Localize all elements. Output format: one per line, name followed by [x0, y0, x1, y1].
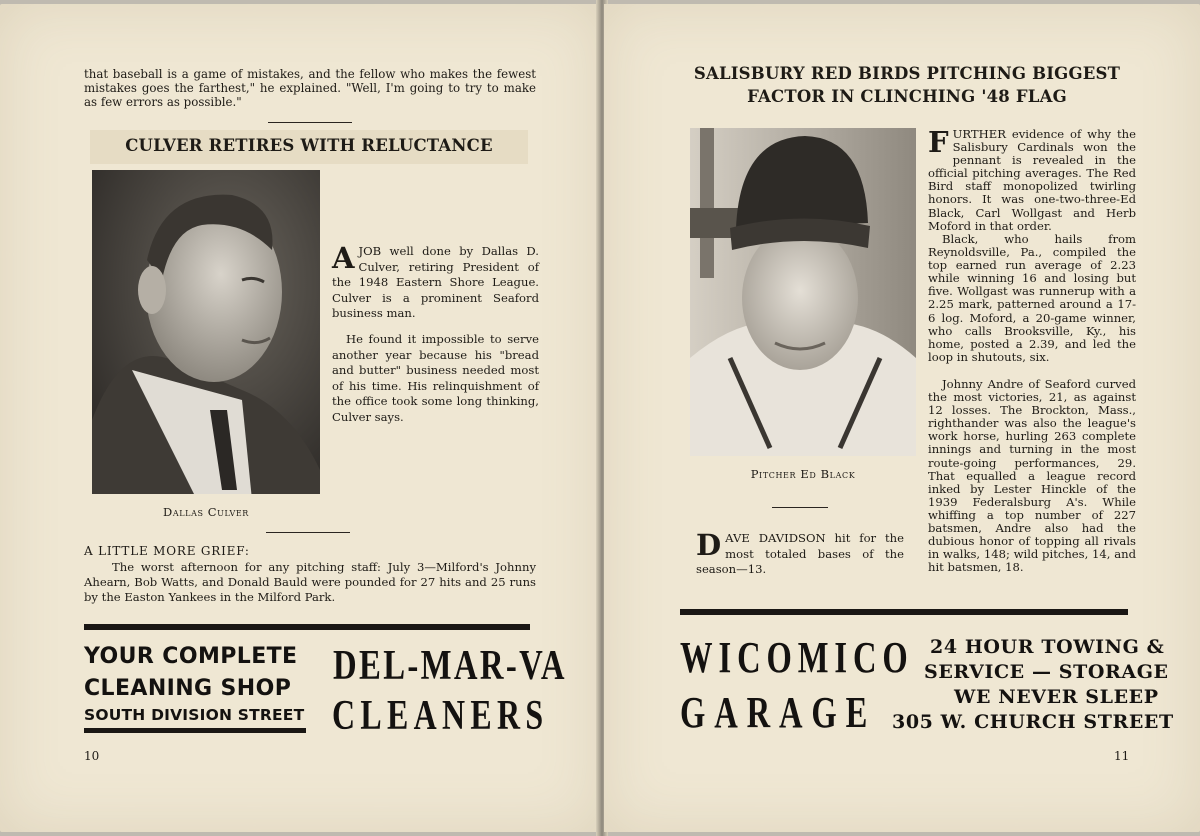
ad-line-complete: YOUR COMPLETE	[84, 644, 298, 669]
page-number-left: 10	[84, 749, 100, 763]
ad-brand-cleaners: CLEANERS	[332, 693, 549, 739]
culver-photo	[92, 170, 320, 494]
redbirds-article	[928, 125, 1136, 233]
intro-paragraph: that baseball is a game of mistakes, and the fellow who makes the fewest mistakes goes the farthest," he explained. "Well, I'm going to try to make as few errors as possible."	[84, 67, 536, 109]
redbirds-article-p3: Johnny Andre of Seaford curved the most victories, 21, as against 12 losses. The Brockton, Mass., righthander was also the league's work horse, hurling 263 complete innings and turning in the most route-going performances, 29. That equalled a league record inked by Lester Hinckle of the 1939 Federalsburg A's. While whiffing a top number of 227 batsmen, Andre also had the dubious honor of topping all rivals in walks, 148; wild pitches, 14, and hit batsmen, 18.	[928, 377, 1136, 575]
ad-line-street: SOUTH DIVISION STREET	[84, 706, 305, 724]
ad-top-rule	[84, 624, 530, 630]
culver-article-p2: He found it impossible to serve another year because his "bread and butter" business needed most of his time. His relinquishment of the office took some long thinking, Culver says.	[332, 332, 539, 424]
ad-line-cleaning-shop: CLEANING SHOP	[84, 676, 292, 701]
redbirds-article-p2: Black, who hails from Reynoldsville, Pa., compiled the top earned run average of 2.23 while winning 16 and losing but five. Wollgast was runnerup with a 2.25 mark, patterned around a 17-6 log. Moford, a 20-game winner, who calls Brooksville, Ky., his home, posted a 2.39, and led the loop in shutouts, six.	[928, 232, 1136, 364]
ad-brand-garage: GARAGE	[680, 688, 877, 737]
ad-brand-wicomico: WICOMICO	[680, 633, 914, 682]
culver-article-p1: JOB well done by Dallas D. Culver, retiring President of the 1948 Eastern Shore League. Culver is a prominent Seaford business man.	[332, 244, 539, 321]
ed-black-caption: Pitcher Ed Black	[750, 467, 856, 481]
divider	[266, 532, 350, 533]
dropcap-a: A	[332, 241, 355, 275]
davidson-text: AVE DAVIDSON hit for the most totaled bases of the season—13.	[696, 531, 904, 577]
ad-line-service: SERVICE — STORAGE	[924, 661, 1169, 683]
redbirds-article-p1: URTHER evidence of why the Salisbury Cardinals won the pennant is revealed in the official pitching averages. The Red Bird staff monopolized twirling honors. It was one-two-three-Ed Black, Carl Wollgast and Herb Moford in that order.	[928, 127, 1136, 233]
davidson-note	[696, 528, 904, 578]
ad-top-rule	[680, 609, 1128, 615]
redbirds-headline-line1: SALISBURY RED BIRDS PITCHING BIGGEST	[693, 64, 1121, 83]
dropcap-d: D	[696, 528, 722, 562]
portrait-image	[92, 170, 320, 494]
ad-brand-delmarva: DEL-MAR-VA	[333, 643, 567, 689]
grief-heading: A LITTLE MORE GRIEF:	[84, 544, 250, 558]
culver-headline: CULVER RETIRES WITH RELUCTANCE	[125, 136, 493, 155]
ad-under-rule	[84, 728, 306, 733]
page-number-right: 11	[1114, 749, 1130, 763]
left-page	[0, 4, 600, 832]
ad-line-never-sleep: WE NEVER SLEEP	[954, 686, 1159, 708]
redbirds-headline-line2: FACTOR IN CLINCHING '48 FLAG	[747, 87, 1067, 106]
dropcap-f: F	[928, 125, 949, 159]
culver-article	[332, 241, 539, 322]
ad-line-address: 305 W. CHURCH STREET	[892, 711, 1174, 733]
divider	[268, 122, 352, 123]
pitcher-image	[690, 128, 916, 456]
culver-photo-caption: Dallas Culver	[163, 505, 249, 519]
right-page	[604, 4, 1200, 832]
grief-paragraph: The worst afternoon for any pitching staff: July 3—Milford's Johnny Ahearn, Bob Watts, and Donald Bauld were pounded for 27 hits and 25 runs by the Easton Yankees in the Milford Park.	[84, 560, 536, 604]
ed-black-photo	[690, 128, 916, 456]
divider	[772, 507, 828, 508]
ad-line-towing: 24 HOUR TOWING &	[930, 636, 1165, 658]
